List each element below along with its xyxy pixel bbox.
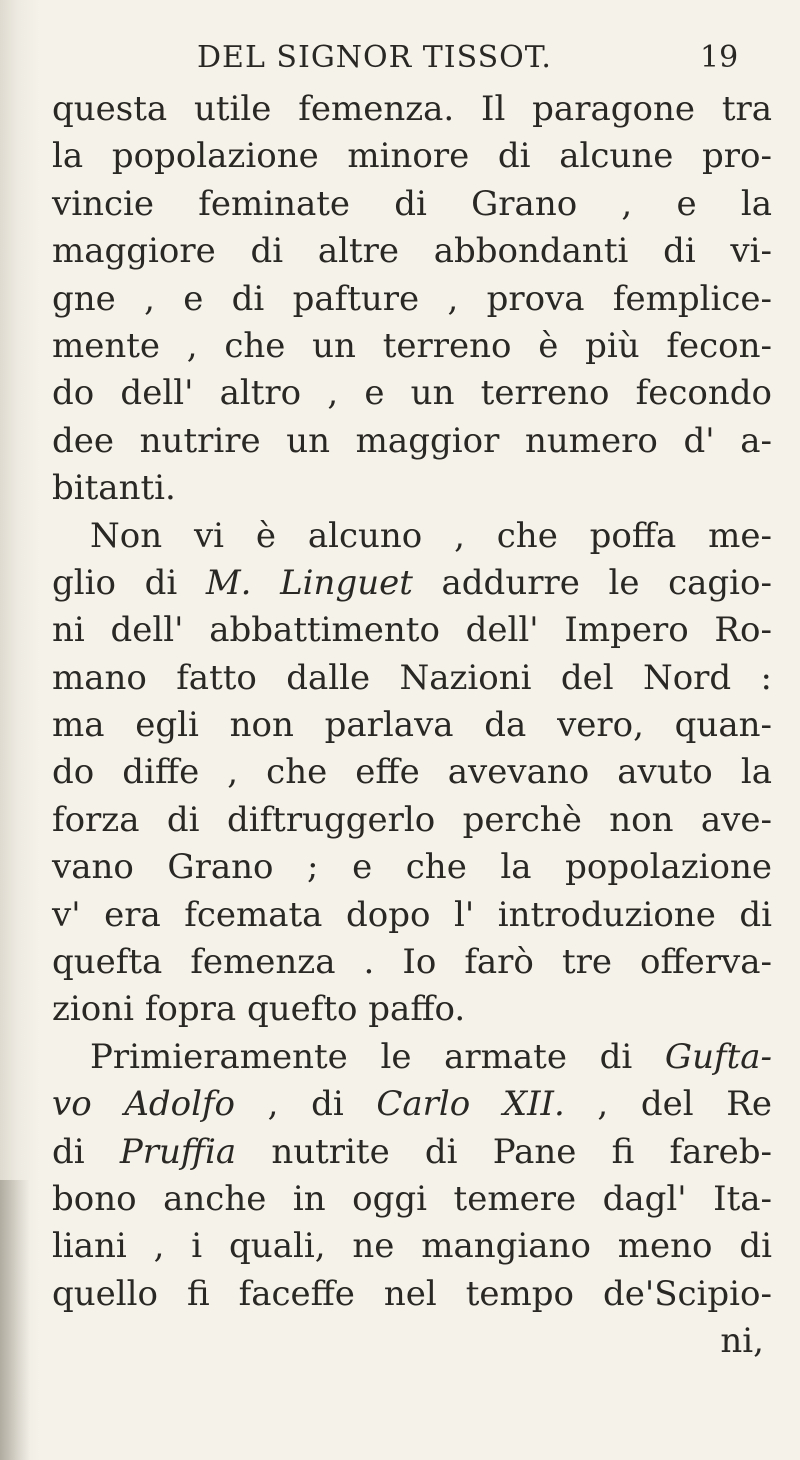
text-line bbox=[52, 797, 772, 844]
text-segment: gne , e di pafture , prova femplice- bbox=[52, 278, 772, 319]
text-line bbox=[52, 560, 772, 607]
text-line bbox=[52, 655, 772, 702]
text-segment: mente , che un terreno è più fecon- bbox=[52, 325, 772, 366]
italic-text-segment: Carlo XII. bbox=[376, 1084, 565, 1125]
text-line bbox=[52, 133, 772, 180]
text-segment: maggiore di altre abbondanti di vi- bbox=[52, 231, 772, 272]
text-line bbox=[52, 465, 772, 512]
text-segment: di bbox=[52, 1131, 120, 1172]
text-segment: , di bbox=[235, 1084, 377, 1125]
text-segment: ni, bbox=[720, 1321, 764, 1362]
text-segment: ni dell' abbattimento dell' Impero Ro- bbox=[52, 610, 772, 651]
text-segment: vincie feminate di Grano , e la bbox=[52, 183, 772, 224]
text-line bbox=[52, 418, 772, 465]
text-segment: liani , i quali, ne mangiano meno di bbox=[52, 1226, 772, 1267]
text-line bbox=[52, 1318, 772, 1365]
text-line bbox=[52, 1176, 772, 1223]
body-text bbox=[52, 86, 772, 1366]
text-line bbox=[52, 228, 772, 275]
text-line bbox=[52, 1081, 772, 1128]
text-line bbox=[52, 1271, 772, 1318]
running-head: DEL SIGNOR TISSOT. bbox=[197, 40, 552, 75]
italic-text-segment: Gufta- bbox=[664, 1036, 772, 1077]
text-segment: nutrite di Pane fi fareb- bbox=[236, 1131, 772, 1172]
text-segment: quefta femenza . Io farò tre offerva- bbox=[52, 942, 772, 983]
text-line bbox=[52, 181, 772, 228]
italic-text-segment: M. Linguet bbox=[205, 562, 413, 603]
text-line bbox=[52, 1129, 772, 1176]
text-segment: Primieramente le armate di bbox=[90, 1036, 665, 1077]
page-edge-shadow bbox=[0, 1180, 30, 1460]
text-line bbox=[52, 892, 772, 939]
text-segment: glio di bbox=[52, 562, 206, 603]
page-number: 19 bbox=[700, 40, 739, 75]
text-segment: vano Grano ; e che la popolazione bbox=[52, 847, 772, 888]
text-line bbox=[52, 513, 772, 560]
text-segment: forza di diftruggerlo perchè non ave- bbox=[52, 799, 772, 840]
text-segment: , del Re bbox=[564, 1084, 772, 1125]
text-segment: do diffe , che effe avevano avuto la bbox=[52, 752, 772, 793]
text-segment: v' era fcemata dopo l' introduzione di bbox=[52, 894, 772, 935]
text-segment: Non vi è alcuno , che poffa me- bbox=[90, 515, 772, 556]
text-segment: ma egli non parlava da vero, quan- bbox=[52, 705, 772, 746]
italic-text-segment: Pruffia bbox=[119, 1131, 237, 1172]
text-line bbox=[52, 323, 772, 370]
text-segment: addurre le cagio- bbox=[412, 562, 772, 603]
page-header bbox=[0, 40, 800, 90]
text-segment: dee nutrire un maggior numero d' a- bbox=[52, 420, 772, 461]
text-line bbox=[52, 1223, 772, 1270]
text-line bbox=[52, 939, 772, 986]
text-segment: zioni fopra quefto paffo. bbox=[52, 989, 466, 1030]
text-line bbox=[52, 749, 772, 796]
text-segment: la popolazione minore di alcune pro- bbox=[52, 136, 772, 177]
text-line bbox=[52, 1034, 772, 1081]
text-line bbox=[52, 370, 772, 417]
text-line bbox=[52, 607, 772, 654]
text-line bbox=[52, 276, 772, 323]
text-segment: bitanti. bbox=[52, 468, 176, 509]
text-segment: quello fi faceffe nel tempo de'Scipio- bbox=[52, 1273, 772, 1314]
text-line bbox=[52, 702, 772, 749]
text-line bbox=[52, 844, 772, 891]
text-line bbox=[52, 86, 772, 133]
text-segment: questa utile femenza. Il paragone tra bbox=[52, 89, 772, 129]
italic-text-segment: vo Adolfo bbox=[52, 1084, 236, 1125]
text-line bbox=[52, 986, 772, 1033]
text-segment: do dell' altro , e un terreno fecondo bbox=[52, 373, 772, 414]
text-segment: mano fatto dalle Nazioni del Nord : bbox=[52, 657, 772, 698]
text-segment: bono anche in oggi temere dagl' Ita- bbox=[52, 1178, 772, 1219]
